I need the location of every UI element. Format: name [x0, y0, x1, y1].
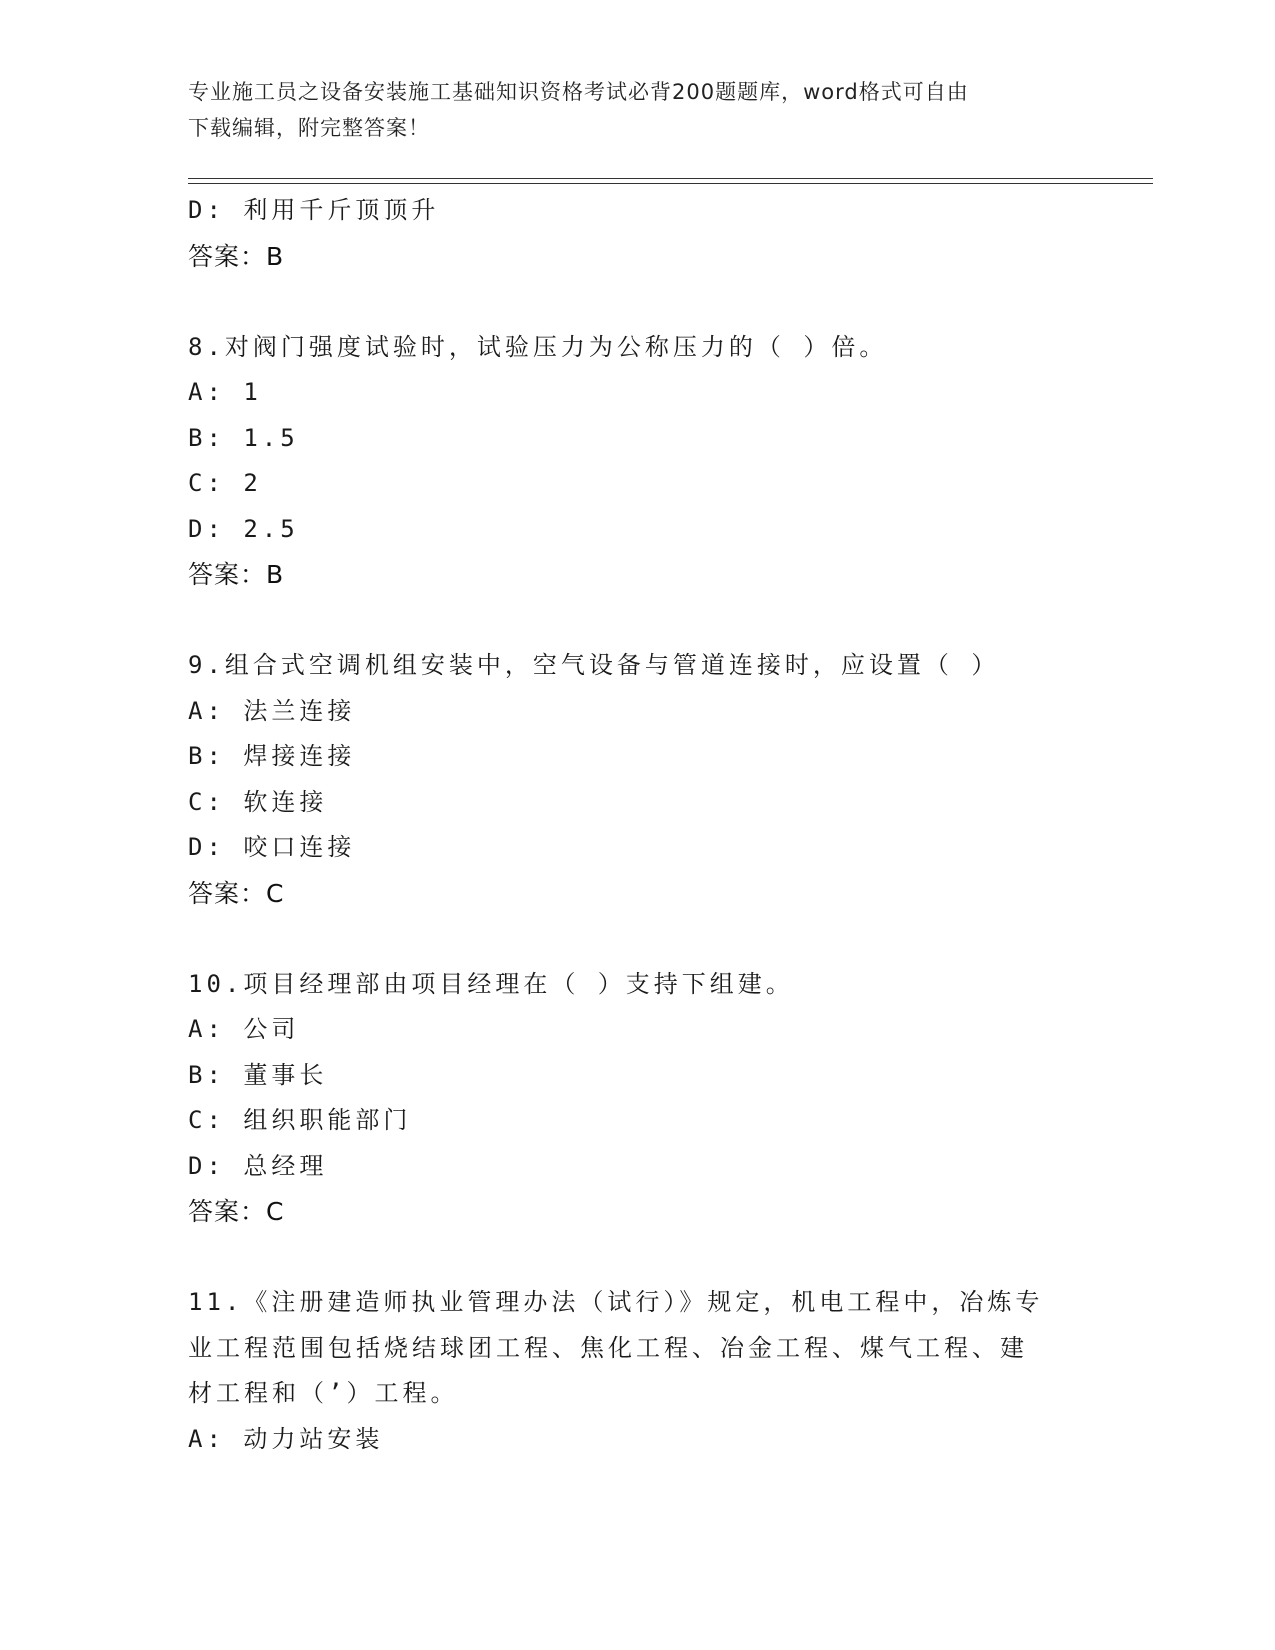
q10-option-c: C: 组织职能部门: [188, 1106, 412, 1134]
q9-question: 9.组合式空调机组安装中，空气设备与管道连接时，应设置（ ）: [188, 651, 1000, 679]
q8-option-d: D: 2.5: [188, 514, 299, 543]
question-spacer: [188, 1235, 1088, 1281]
q8-option-a: A: 1: [188, 378, 262, 406]
q7-option-d: D: 利用千斤顶顶升: [188, 196, 440, 224]
header-title-line-2: 下载编辑，附完整答案！: [188, 116, 430, 140]
q9-option-a: A: 法兰连接: [188, 696, 356, 725]
question-spacer: [188, 598, 1088, 644]
q11-question-line-2: 业工程范围包括烧结球团工程、焦化工程、冶金工程、煤气工程、建: [188, 1333, 1028, 1362]
header-title-line-1: 专业施工员之设备安装施工基础知识资格考试必背200题题库，word格式可自由: [188, 80, 969, 104]
question-spacer: [188, 279, 1088, 325]
q10-answer: 答案：C: [188, 1197, 285, 1226]
q10-option-d: D: 总经理: [188, 1151, 328, 1180]
q11-option-a: A: 动力站安装: [188, 1424, 384, 1453]
q8-option-c: C: 2: [188, 469, 262, 497]
q10-option-a: A: 公司: [188, 1015, 300, 1043]
q7-answer: 答案：B: [188, 241, 285, 271]
q11-question-line-3: 材工程和（’）工程。: [188, 1379, 459, 1407]
q9-option-b: B: 焊接连接: [188, 742, 356, 770]
document-header: [188, 74, 1068, 146]
q8-option-b: B: 1.5: [188, 423, 299, 452]
header-divider-bottom: [188, 183, 1153, 184]
q9-option-c: C: 软连接: [188, 787, 328, 816]
q10-question: 10.项目经理部由项目经理在（ ）支持下组建。: [188, 969, 794, 998]
question-list: [188, 188, 1088, 1462]
q11-question-line-1: 11.《注册建造师执业管理办法（试行）》规定，机电工程中，冶炼专: [188, 1288, 1044, 1316]
question-spacer: [188, 916, 1088, 962]
q8-answer: 答案：B: [188, 560, 285, 589]
q10-option-b: B: 董事长: [188, 1060, 328, 1089]
q9-option-d: D: 咬口连接: [188, 833, 356, 861]
q9-answer: 答案：C: [188, 878, 285, 908]
header-divider-top: [188, 178, 1153, 179]
q8-question: 8.对阀门强度试验时，试验压力为公称压力的（ ）倍。: [188, 332, 888, 361]
